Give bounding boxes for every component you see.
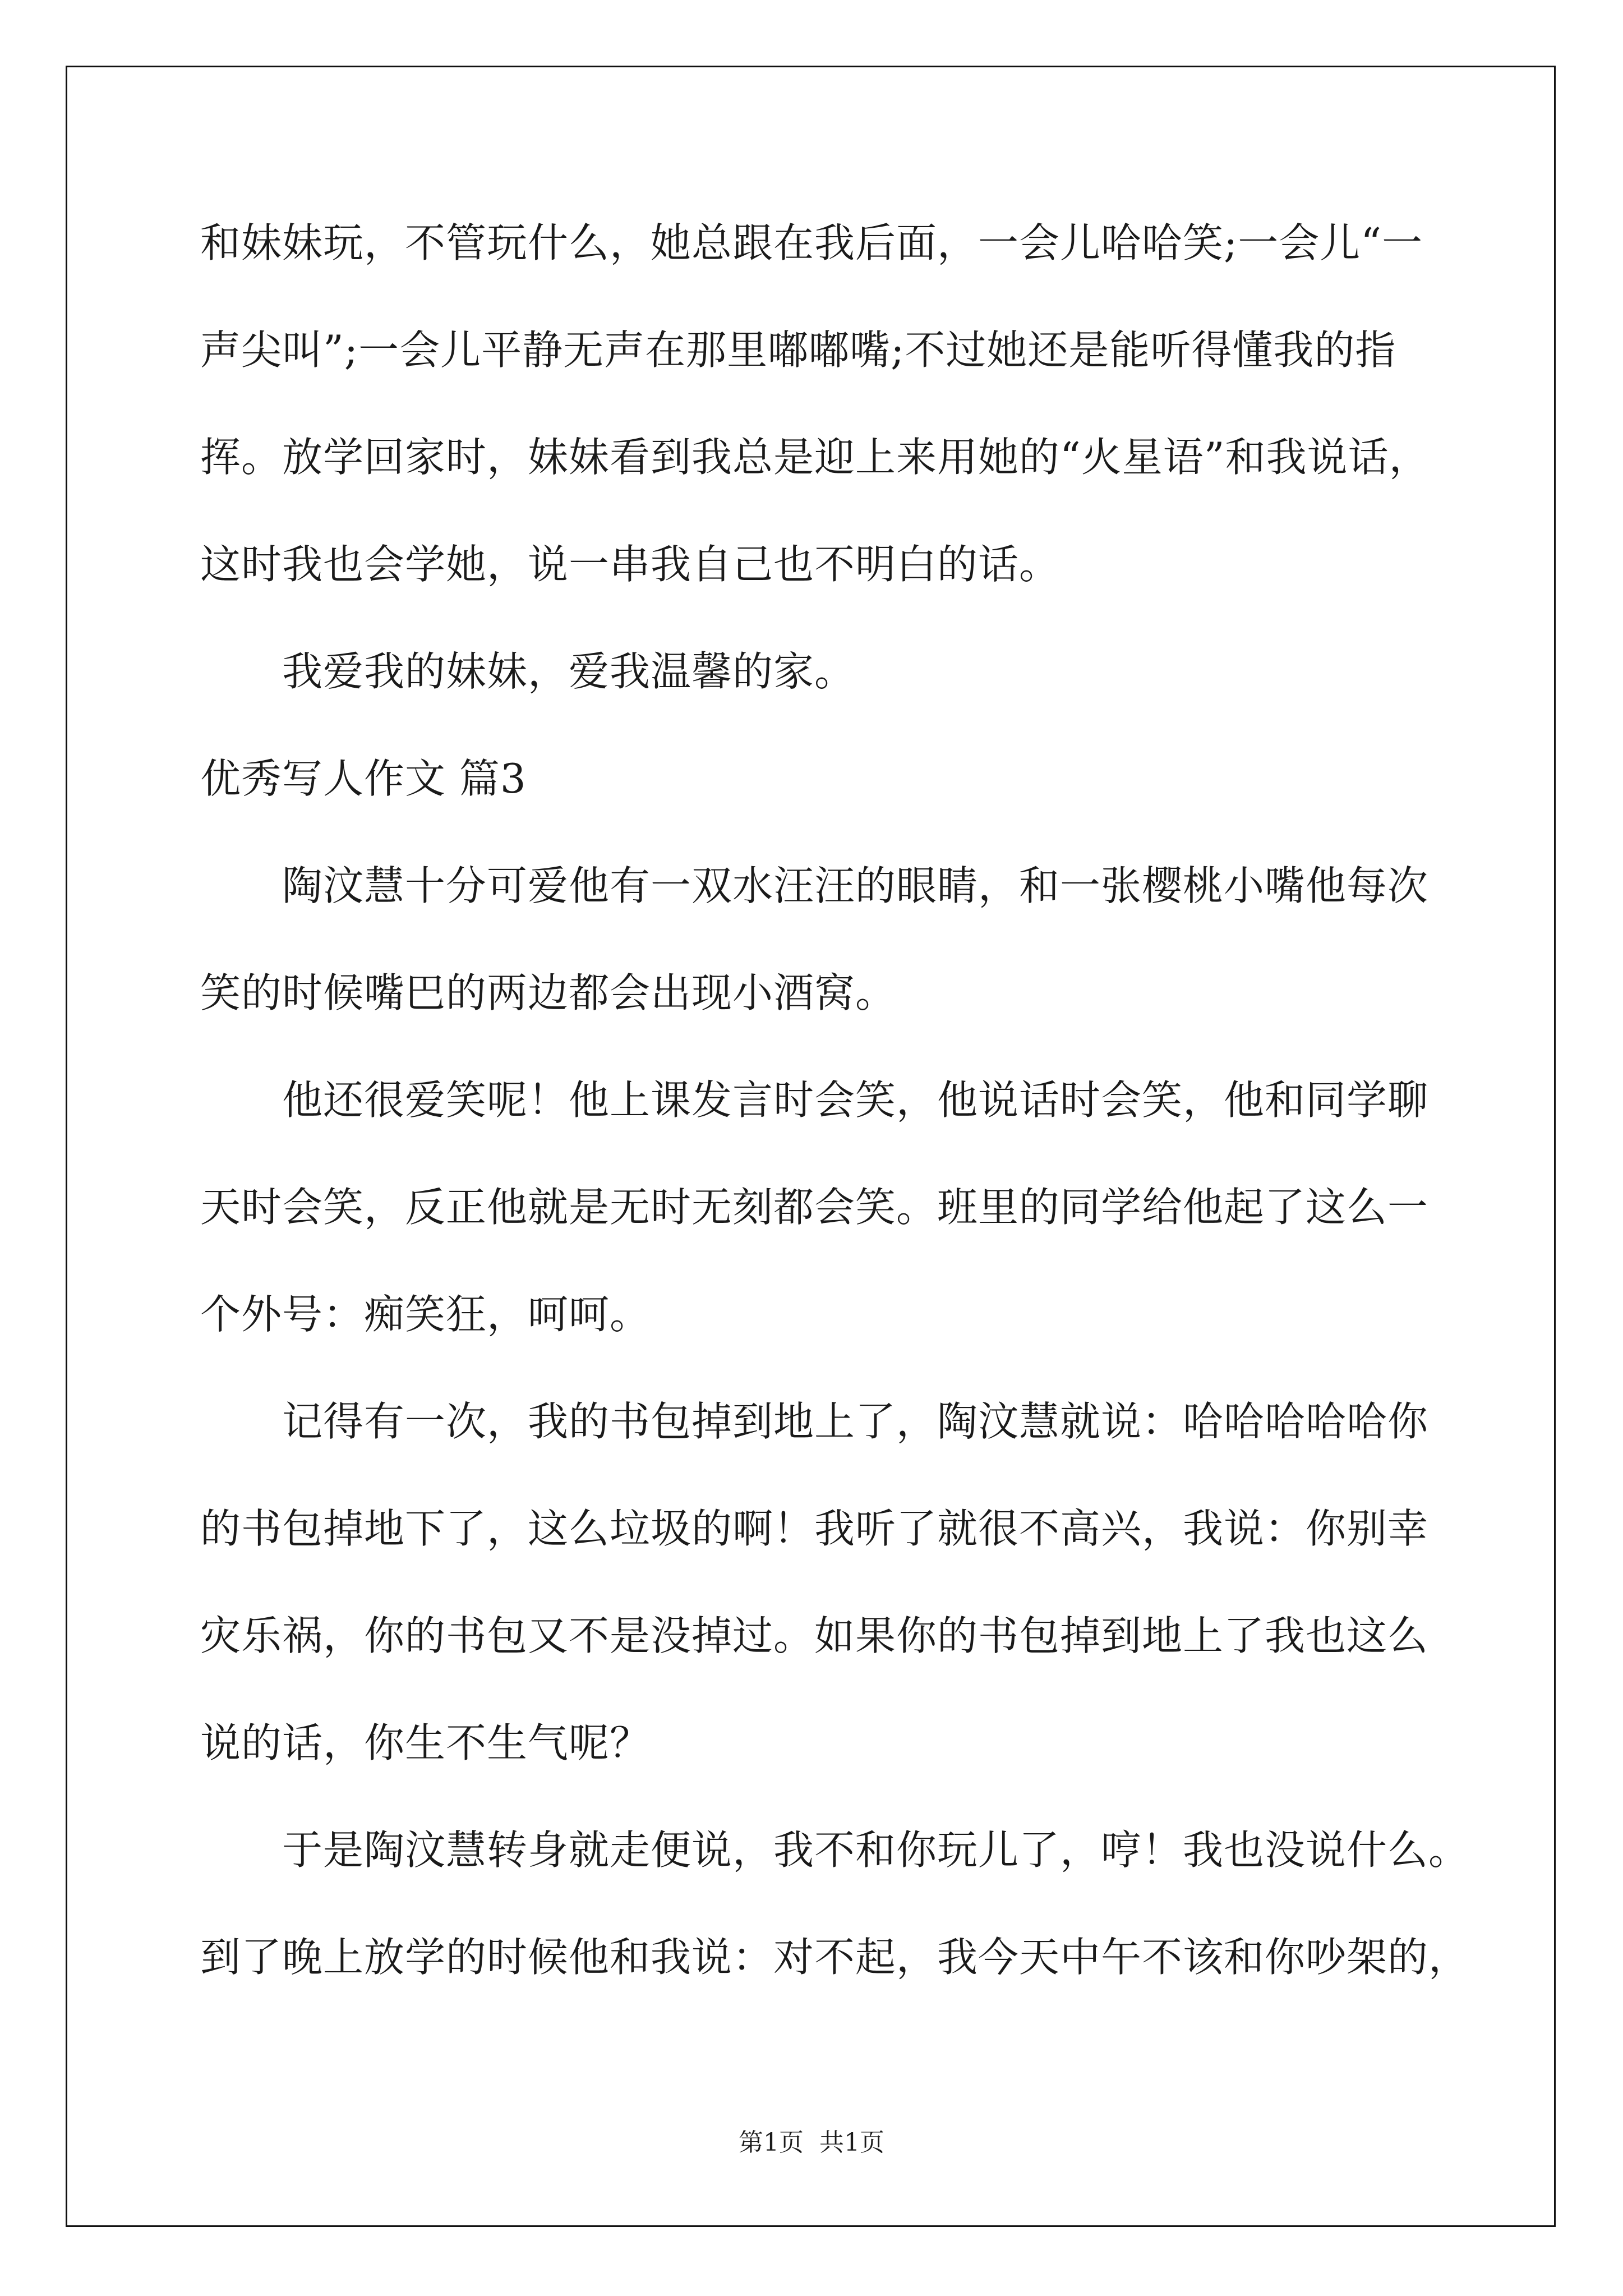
- text-line: 笑的时候嘴巴的两边都会出现小酒窝。: [200, 969, 897, 1016]
- text-line: 陶汶慧十分可爱他有一双水汪汪的眼睛，和一张樱桃小嘴他每次: [282, 862, 1429, 909]
- paragraph: [200, 1368, 1490, 1797]
- paragraph: [200, 190, 1490, 618]
- text-line: 记得有一次，我的书包掉到地上了，陶汶慧就说：哈哈哈哈哈你: [282, 1398, 1429, 1445]
- document-body: [200, 190, 1490, 2011]
- text-line: 天时会笑，反正他就是无时无刻都会笑。班里的同学给他起了这么一: [200, 1184, 1429, 1231]
- text-line: 的书包掉地下了，这么垃圾的啊！我听了就很不高兴，我说：你别幸: [200, 1505, 1429, 1552]
- text-line: 这时我也会学她，说一串我自己也不明白的话。: [200, 541, 1061, 588]
- text-line: 于是陶汶慧转身就走便说，我不和你玩儿了，哼！我也没说什么。: [282, 1826, 1470, 1874]
- paragraph: [200, 832, 1490, 1047]
- text-line: 和妹妹玩，不管玩什么，她总跟在我后面，一会儿哈哈笑;一会儿“一: [200, 219, 1423, 266]
- text-line: 说的话，你生不生气呢？: [200, 1719, 651, 1766]
- section-heading: 优秀写人作文 篇3: [200, 755, 527, 802]
- text-line: 他还很爱笑呢！他上课发言时会笑，他说话时会笑，他和同学聊: [282, 1076, 1429, 1124]
- text-line: 声尖叫”;一会儿平静无声在那里嘟嘟嘴;不过她还是能听得懂我的指: [200, 326, 1396, 374]
- text-line: 挥。放学回家时，妹妹看到我总是迎上来用她的“火星语”和我说话，: [200, 434, 1430, 481]
- page-number-footer: 第1页 共1页: [739, 2128, 884, 2157]
- text-line: 到了晚上放学的时候他和我说：对不起，我今天中午不该和你吵架的，: [200, 1934, 1470, 1981]
- text-line: 个外号：痴笑狂，呵呵。: [200, 1291, 651, 1338]
- text-line: 灾乐祸，你的书包又不是没掉过。如果你的书包掉到地上了我也这么: [200, 1612, 1429, 1659]
- paragraph: [200, 1047, 1490, 1368]
- text-line: 我爱我的妹妹，爱我温馨的家。: [282, 648, 856, 695]
- paragraph: [200, 618, 1490, 725]
- paragraph: [200, 1797, 1490, 2011]
